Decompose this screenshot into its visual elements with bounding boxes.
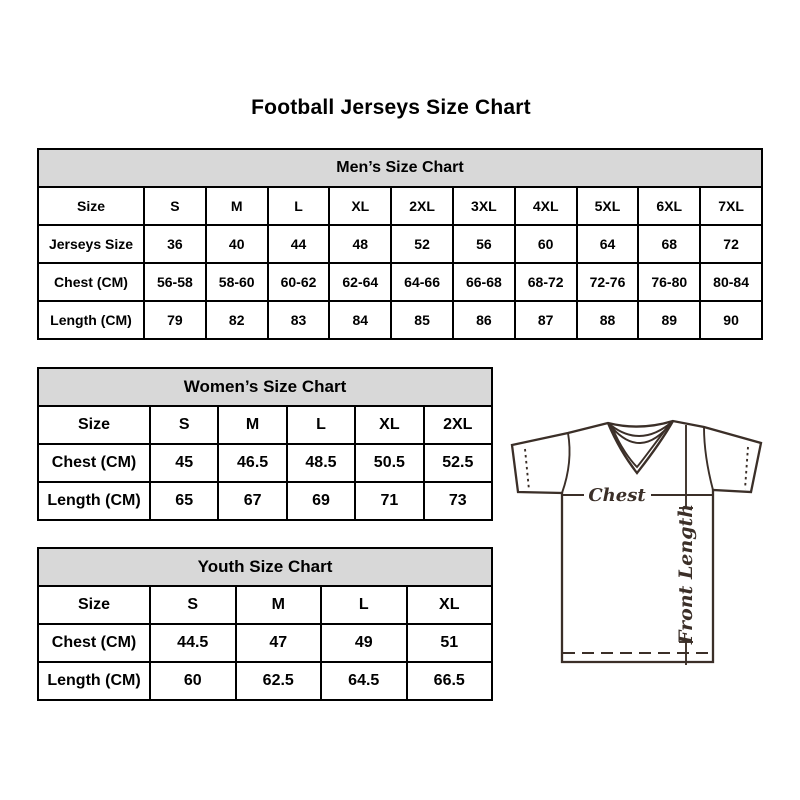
value-cell: 68 xyxy=(638,225,700,263)
table-row xyxy=(38,406,492,444)
value-cell: M xyxy=(206,187,268,225)
row-label-cell: Length (CM) xyxy=(38,482,150,520)
value-cell: 49 xyxy=(321,624,407,662)
row-label-cell: Length (CM) xyxy=(38,662,150,700)
value-cell: 68-72 xyxy=(515,263,577,301)
womens-table-title: Women’s Size Chart xyxy=(38,368,492,406)
value-cell: 72-76 xyxy=(577,263,639,301)
value-cell: 46.5 xyxy=(218,444,286,482)
value-cell: S xyxy=(150,586,236,624)
chest-label: Chest xyxy=(588,485,646,506)
table-row xyxy=(38,482,492,520)
value-cell: 80-84 xyxy=(700,263,762,301)
value-cell: 40 xyxy=(206,225,268,263)
value-cell: 73 xyxy=(424,482,492,520)
value-cell: 66.5 xyxy=(407,662,493,700)
value-cell: 44.5 xyxy=(150,624,236,662)
value-cell: 72 xyxy=(700,225,762,263)
value-cell: 64 xyxy=(577,225,639,263)
youth-size-chart-table xyxy=(37,547,493,701)
row-label-cell: Length (CM) xyxy=(38,301,144,339)
value-cell: 60 xyxy=(515,225,577,263)
value-cell: 56 xyxy=(453,225,515,263)
value-cell: 84 xyxy=(329,301,391,339)
row-label-cell: Chest (CM) xyxy=(38,263,144,301)
value-cell: 5XL xyxy=(577,187,639,225)
right-armhole-seam xyxy=(704,427,713,490)
value-cell: XL xyxy=(407,586,493,624)
table-row xyxy=(38,368,492,406)
value-cell: 52.5 xyxy=(424,444,492,482)
value-cell: 85 xyxy=(391,301,453,339)
value-cell: L xyxy=(287,406,355,444)
value-cell: 82 xyxy=(206,301,268,339)
page-title: Football Jerseys Size Chart xyxy=(251,96,531,119)
value-cell: 62-64 xyxy=(329,263,391,301)
value-cell: 52 xyxy=(391,225,453,263)
table-row xyxy=(38,548,492,586)
value-cell: 45 xyxy=(150,444,218,482)
womens-size-chart-table xyxy=(37,367,493,521)
youth-table-title: Youth Size Chart xyxy=(38,548,492,586)
value-cell: 89 xyxy=(638,301,700,339)
table-row xyxy=(38,444,492,482)
value-cell: 7XL xyxy=(700,187,762,225)
value-cell: 60-62 xyxy=(268,263,330,301)
value-cell: 65 xyxy=(150,482,218,520)
value-cell: XL xyxy=(355,406,423,444)
table-row xyxy=(38,662,492,700)
value-cell: 2XL xyxy=(391,187,453,225)
value-cell: 88 xyxy=(577,301,639,339)
value-cell: 48 xyxy=(329,225,391,263)
value-cell: 47 xyxy=(236,624,322,662)
table-row xyxy=(38,263,762,301)
value-cell: 66-68 xyxy=(453,263,515,301)
value-cell: 83 xyxy=(268,301,330,339)
value-cell: 90 xyxy=(700,301,762,339)
value-cell: 67 xyxy=(218,482,286,520)
value-cell: 2XL xyxy=(424,406,492,444)
table-row xyxy=(38,301,762,339)
value-cell: S xyxy=(144,187,206,225)
value-cell: 60 xyxy=(150,662,236,700)
row-label-cell: Chest (CM) xyxy=(38,624,150,662)
value-cell: 79 xyxy=(144,301,206,339)
value-cell: 86 xyxy=(453,301,515,339)
value-cell: 51 xyxy=(407,624,493,662)
value-cell: 3XL xyxy=(453,187,515,225)
jersey-outline xyxy=(512,421,761,662)
value-cell: 58-60 xyxy=(206,263,268,301)
value-cell: 36 xyxy=(144,225,206,263)
value-cell: 6XL xyxy=(638,187,700,225)
value-cell: 76-80 xyxy=(638,263,700,301)
right-cuff-dotted-line xyxy=(745,447,748,489)
value-cell: 71 xyxy=(355,482,423,520)
left-armhole-seam xyxy=(562,433,570,493)
value-cell: L xyxy=(321,586,407,624)
value-cell: 56-58 xyxy=(144,263,206,301)
table-row xyxy=(38,624,492,662)
row-label-cell: Chest (CM) xyxy=(38,444,150,482)
row-label-cell: Jerseys Size xyxy=(38,225,144,263)
value-cell: M xyxy=(236,586,322,624)
jersey-measurement-diagram xyxy=(500,400,780,690)
mens-size-chart-table xyxy=(37,148,763,340)
table-row xyxy=(38,149,762,187)
table-row xyxy=(38,586,492,624)
value-cell: 69 xyxy=(287,482,355,520)
value-cell: 64.5 xyxy=(321,662,407,700)
value-cell: S xyxy=(150,406,218,444)
row-label-cell: Size xyxy=(38,406,150,444)
front-length-label: Front Length xyxy=(675,503,697,645)
row-label-cell: Size xyxy=(38,187,144,225)
value-cell: 44 xyxy=(268,225,330,263)
value-cell: 48.5 xyxy=(287,444,355,482)
row-label-cell: Size xyxy=(38,586,150,624)
value-cell: 50.5 xyxy=(355,444,423,482)
value-cell: 62.5 xyxy=(236,662,322,700)
mens-table-title: Men’s Size Chart xyxy=(38,149,762,187)
value-cell: L xyxy=(268,187,330,225)
value-cell: M xyxy=(218,406,286,444)
left-cuff-dotted-line xyxy=(525,449,529,490)
table-row xyxy=(38,187,762,225)
value-cell: 64-66 xyxy=(391,263,453,301)
table-row xyxy=(38,225,762,263)
value-cell: 87 xyxy=(515,301,577,339)
value-cell: 4XL xyxy=(515,187,577,225)
value-cell: XL xyxy=(329,187,391,225)
